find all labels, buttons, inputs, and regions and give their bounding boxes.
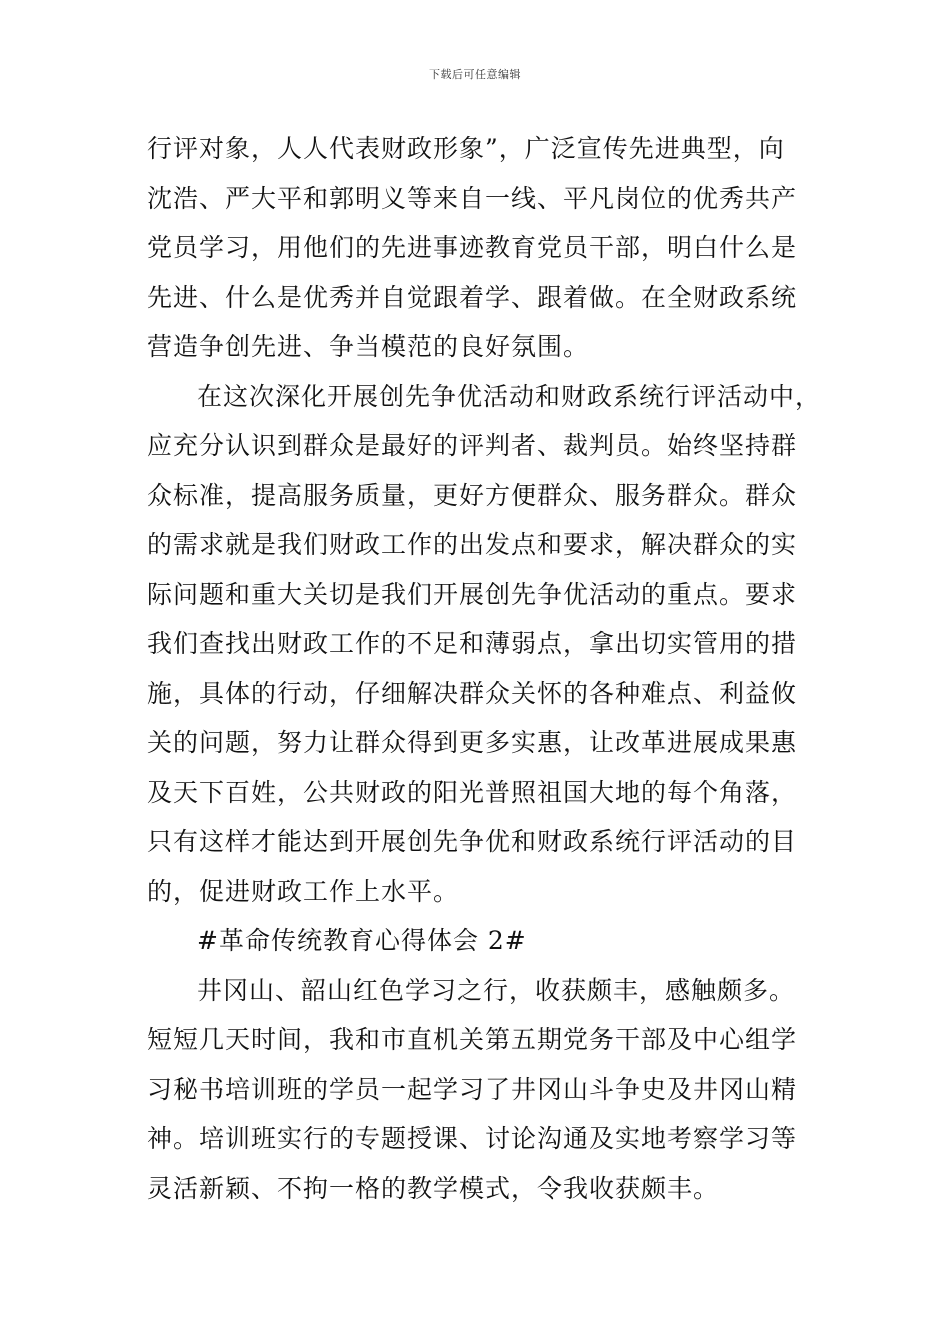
text-line: 众标准，提高服务质量，更好方便群众、服务群众。群众: [147, 480, 798, 510]
text-line: 神。培训班实行的专题授课、讨论沟通及实地考察学习等: [147, 1124, 798, 1153]
text-line: 先进、什么是优秀并自觉跟着学、跟着做。在全财政系统: [147, 282, 798, 312]
text-line: 行评对象，人人代表财政形象”，广泛宣传先进典型，向: [147, 134, 785, 163]
text-line: 沈浩、严大平和郭明义等来自一线、平凡岗位的优秀共产: [147, 183, 798, 213]
text-line: 及天下百姓，公共财政的阳光普照祖国大地的每个角落，: [147, 777, 798, 807]
text-line: 党员学习，用他们的先进事迹教育党员干部，明白什么是: [147, 233, 798, 262]
text-line: 的，促进财政工作上水平。: [147, 876, 460, 906]
text-line: 我们查找出财政工作的不足和薄弱点，拿出切实管用的措: [147, 629, 798, 658]
section-heading: #革命传统教育心得体会 2#: [197, 926, 527, 955]
text-line: 井冈山、韶山红色学习之行，收获颇丰，感触颇多。: [197, 975, 796, 1005]
text-line: 只有这样才能达到开展创先争优和财政系统行评活动的目: [147, 827, 798, 856]
text-line: 习秘书培训班的学员一起学习了井冈山斗争史及井冈山精: [147, 1074, 798, 1104]
text-line: 际问题和重大关切是我们开展创先争优活动的重点。要求: [147, 579, 798, 609]
text-line: 关的问题，努力让群众得到更多实惠，让改革进展成果惠: [147, 728, 798, 757]
document-body: [147, 124, 822, 1213]
text-line: 的需求就是我们财政工作的出发点和要求，解决群众的实: [147, 530, 798, 559]
text-line: 应充分认识到群众是最好的评判者、裁判员。始终坚持群: [147, 431, 798, 460]
text-line: 短短几天时间，我和市直机关第五期党务干部及中心组学: [147, 1025, 798, 1054]
text-line: 在这次深化开展创先争优活动和财政系统行评活动中，: [197, 381, 822, 411]
text-line: 灵活新颖、不拘一格的教学模式，令我收获颇丰。: [147, 1173, 720, 1203]
text-line: 营造争创先进、争当模范的良好氛围。: [147, 332, 590, 361]
text-line: 施，具体的行动，仔细解决群众关怀的各种难点、利益攸: [147, 678, 798, 708]
page-header: 下载后可任意编辑: [429, 68, 521, 81]
